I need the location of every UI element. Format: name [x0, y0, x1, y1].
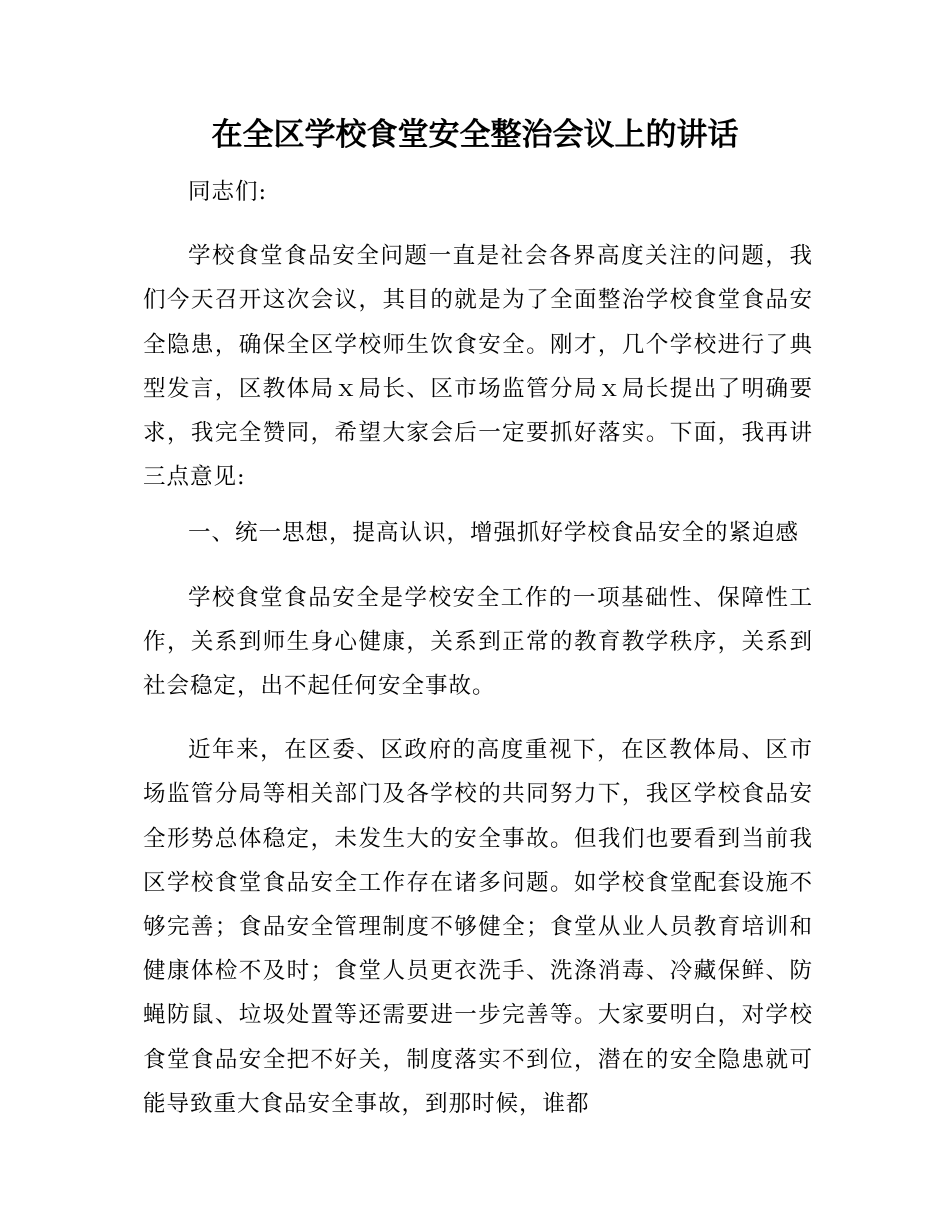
- body-paragraph: 近年来，在区委、区政府的高度重视下，在区教体局、区市场监管分局等相关部门及各学校的共同努力下，我区学校食品安全形势总体稳定，未发生大的安全事故。但我们也要看到当前我区学校食堂食品安全工作存在诸多问题。如学校食堂配套设施不够完善；食品安全管理制度不够健全；食堂从业人员教育培训和健康体检不及时；食堂人员更衣洗手、洗涤消毒、冷藏保鲜、防蝇防鼠、垃圾处置等还需要进一步完善等。大家要明白，对学校食堂食品安全把不好关，制度落实不到位，潜在的安全隐患就可能导致重大食品安全事故，到那时候，谁都: [143, 737, 813, 1117]
- body-paragraph: 学校食堂食品安全问题一直是社会各界高度关注的问题，我们今天召开这次会议，其目的就是为了全面整治学校食堂食品安全隐患，确保全区学校师生饮食安全。刚才，几个学校进行了典型发言，区教体局ｘ局长、区市场监管分局ｘ局长提出了明确要求，我完全赞同，希望大家会后一定要抓好落实。下面，我再讲三点意见:: [143, 243, 813, 491]
- salutation: 同志们:: [188, 179, 268, 205]
- document-body: [143, 170, 813, 1126]
- body-paragraph: 学校食堂食品安全是学校安全工作的一项基础性、保障性工作，关系到师生身心健康，关系到正常的教育教学秩序，关系到社会稳定，出不起任何安全事故。: [143, 584, 813, 700]
- document-title: 在全区学校食堂安全整治会议上的讲话: [211, 117, 739, 153]
- section-heading: 一、统一思想，提高认识，增强抓好学校食品安全的紧迫感: [188, 520, 800, 547]
